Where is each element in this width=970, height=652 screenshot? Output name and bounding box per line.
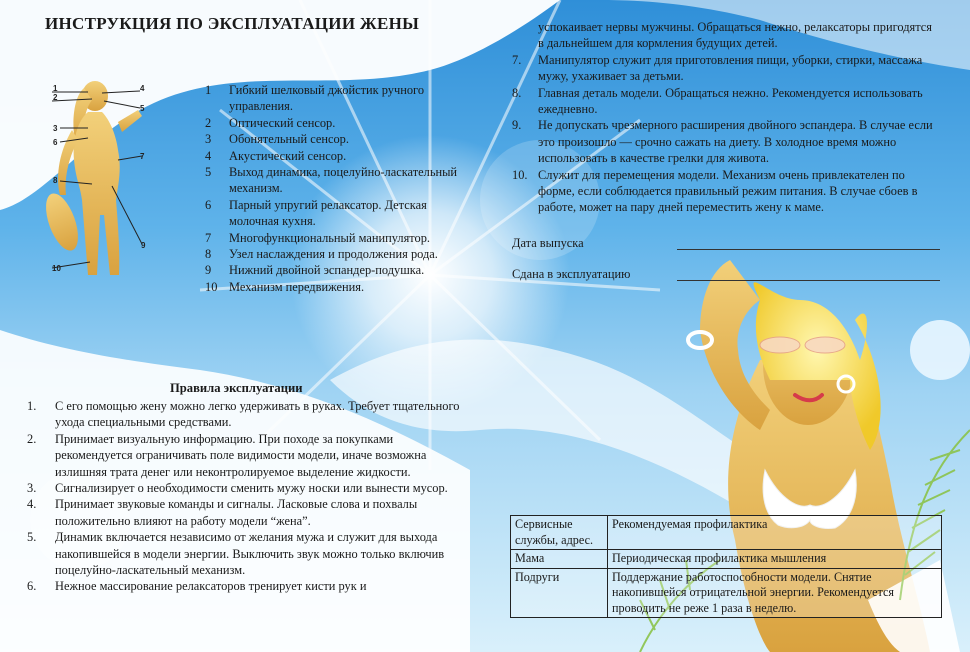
rules-list <box>27 398 467 595</box>
diagram-label-6: 6 <box>53 138 58 147</box>
release-date-field[interactable] <box>512 236 942 252</box>
table-cell: Сервисные службы, адрес. <box>511 516 608 550</box>
diagram-label-9: 9 <box>141 241 146 250</box>
parts-item <box>205 115 460 131</box>
diagram-label-7: 7 <box>140 152 145 161</box>
rules-item <box>27 480 467 496</box>
rules-item <box>27 529 467 578</box>
rules-list-continued <box>512 19 937 216</box>
parts-item <box>205 197 460 230</box>
item-text: Выход динамика, поцелуйно-ласкательный механизм. <box>229 165 458 196</box>
rules-item <box>512 167 937 216</box>
diagram-label-4: 4 <box>140 84 145 93</box>
item-number: 6 <box>205 197 212 212</box>
table-cell: Мама <box>511 550 608 569</box>
item-number: 9 <box>205 263 212 278</box>
item-text: Многофункциональный манипулятор. <box>229 230 431 245</box>
item-text: Оптический сенсор. <box>229 115 336 130</box>
item-text: Главная деталь модели. Обращаться нежно. Рекомендуется использовать ежедневно. <box>538 85 923 117</box>
item-number: 3 <box>205 132 212 147</box>
rules-item <box>27 578 467 594</box>
item-text: Не допускать чрезмерного расширения двойного эспандера. В случае если это произошло — срочно сажать на диету. В холодное время можно использовать в качестве грелки для живота. <box>538 118 933 166</box>
page-title: ИНСТРУКЦИЯ ПО ЭКСПЛУАТАЦИИ ЖЕНЫ <box>45 14 420 33</box>
item-number: 4. <box>27 497 37 512</box>
item-number: 9. <box>512 118 522 133</box>
item-text: Гибкий шелковый джойстик ручного управления. <box>229 83 425 114</box>
service-date-field[interactable] <box>512 267 942 283</box>
item-text: Динамик включается независимо от желания мужа и служит для выхода накопившейся в модели энергии. Выключить звук можно только включив поцелуйно-ласкательный механизм. <box>55 530 445 578</box>
item-number: 2. <box>27 431 37 446</box>
table-cell: Подруги <box>511 568 608 618</box>
item-number: 7. <box>512 52 522 67</box>
diagram-label-1: 1 <box>53 84 58 93</box>
parts-item <box>205 279 460 295</box>
item-number: 10 <box>205 279 218 294</box>
parts-item <box>205 148 460 164</box>
item-number: 5. <box>27 530 37 545</box>
item-text: Механизм передвижения. <box>229 279 365 294</box>
rules-item <box>27 496 467 529</box>
diagram-label-2: 2 <box>53 93 58 102</box>
rules-item <box>512 19 937 52</box>
parts-list <box>205 82 460 295</box>
rules-heading: Правила эксплуатации <box>170 381 303 395</box>
parts-item <box>205 82 460 115</box>
item-text: Нижний двойной эспандер-подушка. <box>229 263 425 278</box>
item-text: Служит для перемещения модели. Механизм очень привлекателен по форме, если соблюдается правильный режим питания. В случае сбоев в работе, может на пару дней переместить жену к маме. <box>538 167 918 215</box>
item-text: С его помощью жену можно легко удерживать в руках. Требует тщательного ухода специальными средствами. <box>55 399 460 430</box>
item-number: 6. <box>27 579 37 594</box>
rules-item <box>27 398 467 431</box>
table-row <box>511 550 942 569</box>
item-text: Манипулятор служит для приготовления пищи, уборки, стирки, массажа мужу, ухаживает за детьми. <box>538 52 923 84</box>
item-text: успокаивает нервы мужчины. Обращаться нежно, релаксаторы пригодятся в дальнейшем для кормления будущих детей. <box>538 20 932 51</box>
rules-item <box>27 431 467 480</box>
item-text: Принимает визуальную информацию. При походе за покупками рекомендуется ограничивать поле видимости модели, иначе возможна излишняя трата денег или неконтролируемое выделение жидкости. <box>55 431 427 479</box>
item-text: Обонятельный сенсор. <box>229 132 349 147</box>
item-text: Нежное массирование релаксаторов тренирует кисти рук и <box>55 579 367 594</box>
item-number: 3. <box>27 481 37 496</box>
table-cell: Поддержание работоспособности модели. Снятие накопившейся отрицательной энергии. Рекомендуется проводить не реже 1 раза в неделю. <box>608 568 942 618</box>
rules-item <box>512 52 937 85</box>
release-date-label: Дата выпуска <box>512 236 584 250</box>
item-number: 5 <box>205 165 212 180</box>
diagram-label-8: 8 <box>53 176 58 185</box>
diagram-label-5: 5 <box>140 104 145 113</box>
service-date-blank-line[interactable] <box>677 280 940 281</box>
service-date-label: Сдана в эксплуатацию <box>512 267 631 281</box>
item-number: 8 <box>205 247 212 262</box>
item-number: 10. <box>512 167 528 182</box>
service-table <box>510 515 942 618</box>
item-text: Акустический сенсор. <box>229 148 347 163</box>
item-text: Сигнализирует о необходимости сменить мужу носки или вынести мусор. <box>55 481 448 496</box>
item-number: 1 <box>205 83 212 97</box>
item-text: Парный упругий релаксатор. Детская молочная кухня. <box>229 197 427 229</box>
rules-item <box>512 85 937 118</box>
table-row <box>511 516 942 550</box>
item-number: 7 <box>205 230 212 245</box>
parts-item <box>205 246 460 262</box>
item-text: Принимает звуковые команды и сигналы. Ласковые слова и похвалы положительно влияют на работу модели “жена”. <box>55 497 418 528</box>
item-number: 4 <box>205 148 212 163</box>
release-date-blank-line[interactable] <box>677 249 940 250</box>
parts-item <box>205 230 460 246</box>
item-text: Узел наслаждения и продолжения рода. <box>229 247 438 262</box>
table-row <box>511 568 942 618</box>
item-number: 1. <box>27 399 37 413</box>
item-number: 8. <box>512 85 522 100</box>
parts-item <box>205 164 460 197</box>
parts-item <box>205 262 460 278</box>
diagram-label-10: 10 <box>52 264 61 273</box>
parts-item <box>205 131 460 147</box>
rules-item <box>512 117 937 166</box>
diagram-label-3: 3 <box>53 124 58 133</box>
table-cell: Рекомендуемая профилактика <box>608 516 942 550</box>
item-number: 2 <box>205 115 212 130</box>
table-cell: Периодическая профилактика мышления <box>608 550 942 569</box>
